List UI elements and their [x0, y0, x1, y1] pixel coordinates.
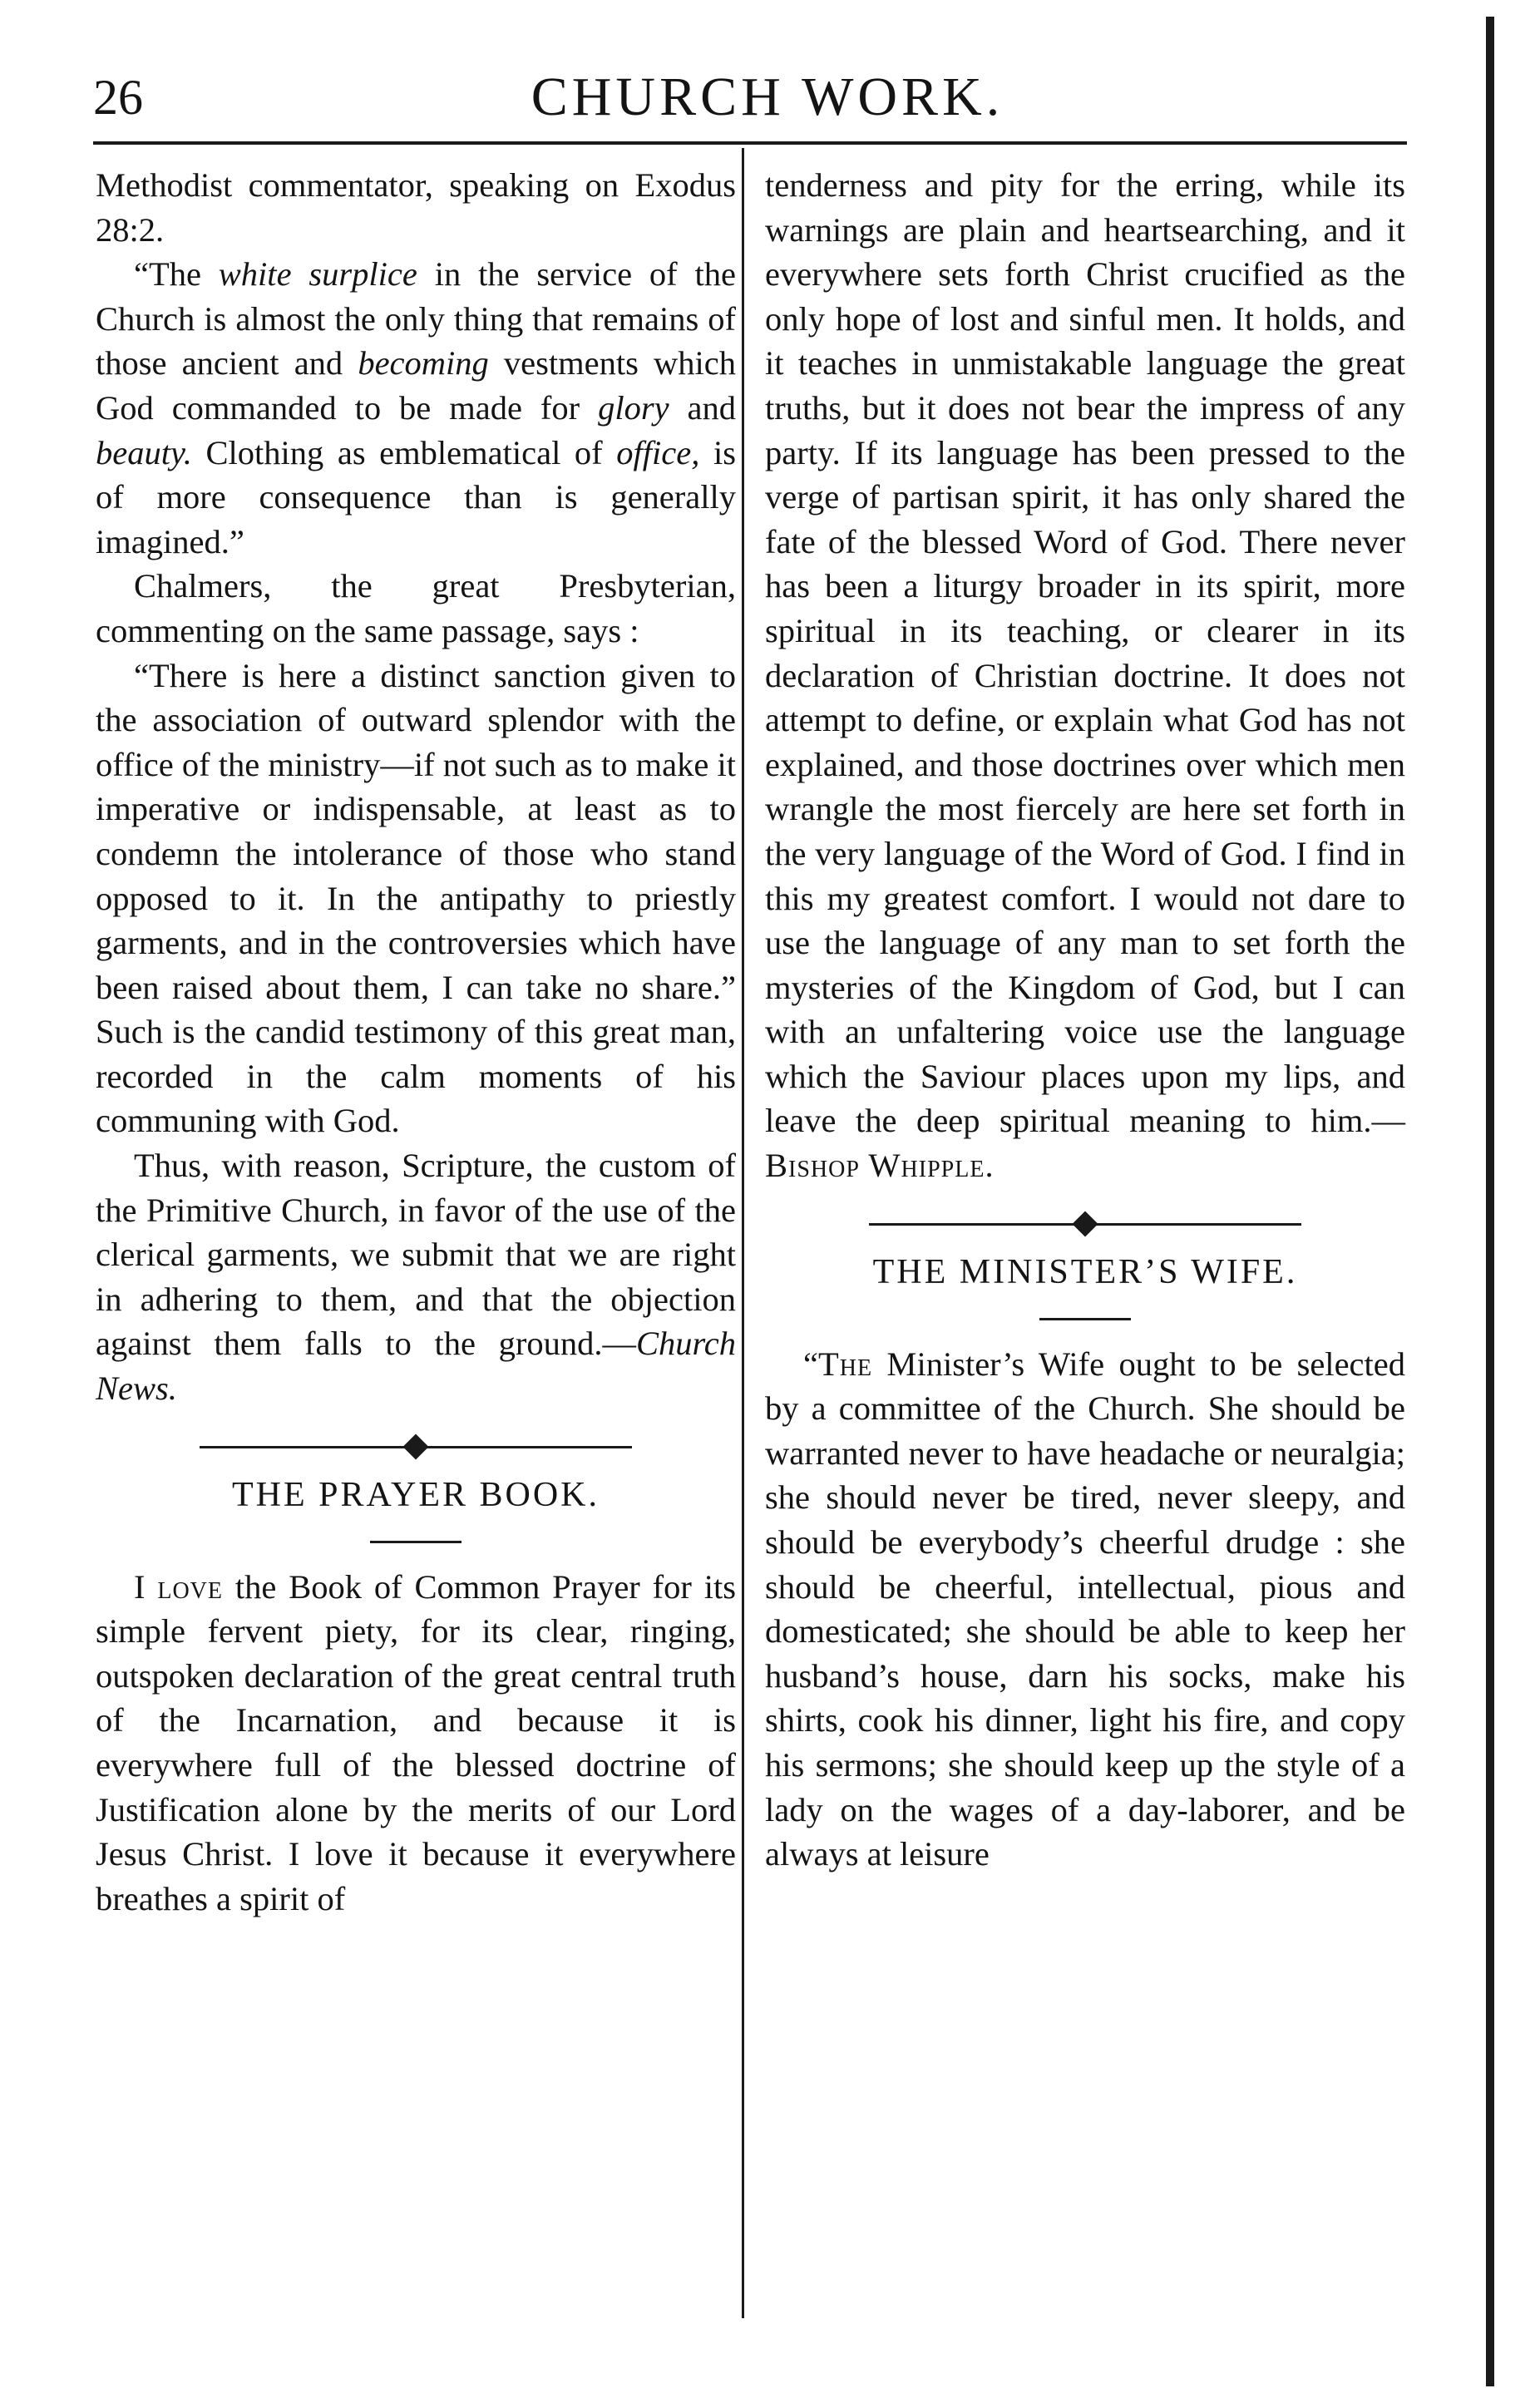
page-number: 26 — [93, 70, 143, 125]
quote-chalmers: “There is here a distinct sanction given to the association of outward splendor with the office of the ministry—if not such as to make it imperative or indispensable, at least as to condemn the intolerance of those who stand opposed to it. In the antipathy to priestly garments, and in the controversies which have been raised about them, I can take no share.” Such is the candid testimony of this great man, recorded in the calm moments of his communing with God. — [96, 656, 736, 1140]
right-column — [765, 163, 1405, 1877]
column-divider — [742, 148, 744, 2318]
italic-run: white surplice — [218, 255, 417, 294]
paragraph-prayer-book — [96, 1565, 736, 1922]
author-signature: Bishop Whipple. — [765, 1147, 995, 1185]
paragraph-conclusion — [96, 1143, 736, 1411]
short-rule — [370, 1541, 461, 1543]
paragraph-ministers-wife — [765, 1342, 1405, 1877]
text-run: in the service of the Church is almost the only thing that remains of those ancient and — [96, 255, 736, 382]
quote-surplice — [96, 252, 736, 564]
source-citation: Church News. — [96, 1325, 736, 1408]
short-rule — [1039, 1318, 1131, 1320]
section-heading-ministers-wife: THE MINISTER’S WIFE. — [872, 1252, 1298, 1291]
running-title: CHURCH WORK. — [531, 67, 1004, 127]
page-header — [0, 68, 1535, 126]
italic-run: office, — [616, 433, 700, 471]
text-run: Minister’s Wife ought to be selected by a committee of the Church. She should be warranted never to have headache or neuralgia; she should never be tired, never sleepy, and should be everybody’s cheerful drudge : she should be cheerful, intellectual, pious and domesticated; she should be able to keep her husband’s house, darn his socks, make his shirts, cook his dinner, light his fire, and copy his sermons; she should keep up the style of a lady on the wages of a day-laborer, and be always at leisure — [765, 1345, 1405, 1873]
text-run: Clothing as emblematical of — [191, 433, 617, 471]
text-run: tenderness and pity for the erring, while its warnings are plain and heartsearching, and it everywhere sets forth Christ crucified as the only hope of lost and sinful men. It holds, and it teaches in unmistakable language the great truths, but it does not bear the impress of any party. If its language has been pressed to the verge of partisan spirit, it has only shared the fate of the blessed Word of God. There never has been a liturgy broader in its spirit, more spiritual in its teaching, or clearer in its declaration of Christian doctrine. It does not attempt to define, or explain what God has not explained, and those doctrines over which men wrangle the most fiercely are here set forth in the very language of the Word of God. I find in this my greatest comfort. I would not dare to use the language of any man to set forth the mysteries of the Kingdom of God, but I can with an unfaltering voice use the language which the Saviour places upon my lips, and leave the deep spiritual meaning to him.— — [765, 166, 1405, 1140]
left-column — [96, 163, 736, 1921]
text-run: vestments which God commanded to be made for — [96, 344, 736, 427]
text-run: and — [669, 388, 736, 427]
small-caps-run: love — [157, 1567, 224, 1606]
paragraph-continued — [765, 163, 1405, 1188]
italic-run: glory — [598, 388, 669, 427]
text-run: Thus, with reason, Scripture, the custom of the Primitive Church, in favor of the use of the clerical garments, we submit that we are right in adhering to them, and that the objection against them falls to the ground.— — [96, 1147, 736, 1363]
paragraph-chalmers: Chalmers, the great Presbyterian, commenting on the same passage, says : — [96, 567, 736, 649]
paragraph-commentator: Methodist commentator, speaking on Exodus 28:2. — [96, 166, 736, 249]
text-run: the Book of Common Prayer for its simple fervent piety, for its clear, ringing, outspoken declaration of the great central truth of the Incarnation, and because it is everywhere full of the blessed doctrine of Justification alone by the merits of our Lord Jesus Christ. I love it because it everywhere breathes a spirit of — [96, 1567, 736, 1917]
header-rule — [93, 141, 1407, 145]
ornament-divider — [765, 1208, 1405, 1240]
text-run: “The — [134, 255, 219, 294]
text-run: “ — [803, 1345, 818, 1383]
small-caps-run: The — [817, 1345, 873, 1383]
italic-run: beauty. — [96, 433, 192, 471]
section-heading-prayer-book: THE PRAYER BOOK. — [232, 1475, 600, 1514]
text-run: is of more consequence than is generally imagined.” — [96, 433, 736, 560]
page-edge-shadow — [1486, 17, 1494, 2386]
italic-run: becoming — [358, 344, 489, 382]
text-run: I — [134, 1567, 158, 1606]
ornament-divider — [96, 1431, 736, 1463]
